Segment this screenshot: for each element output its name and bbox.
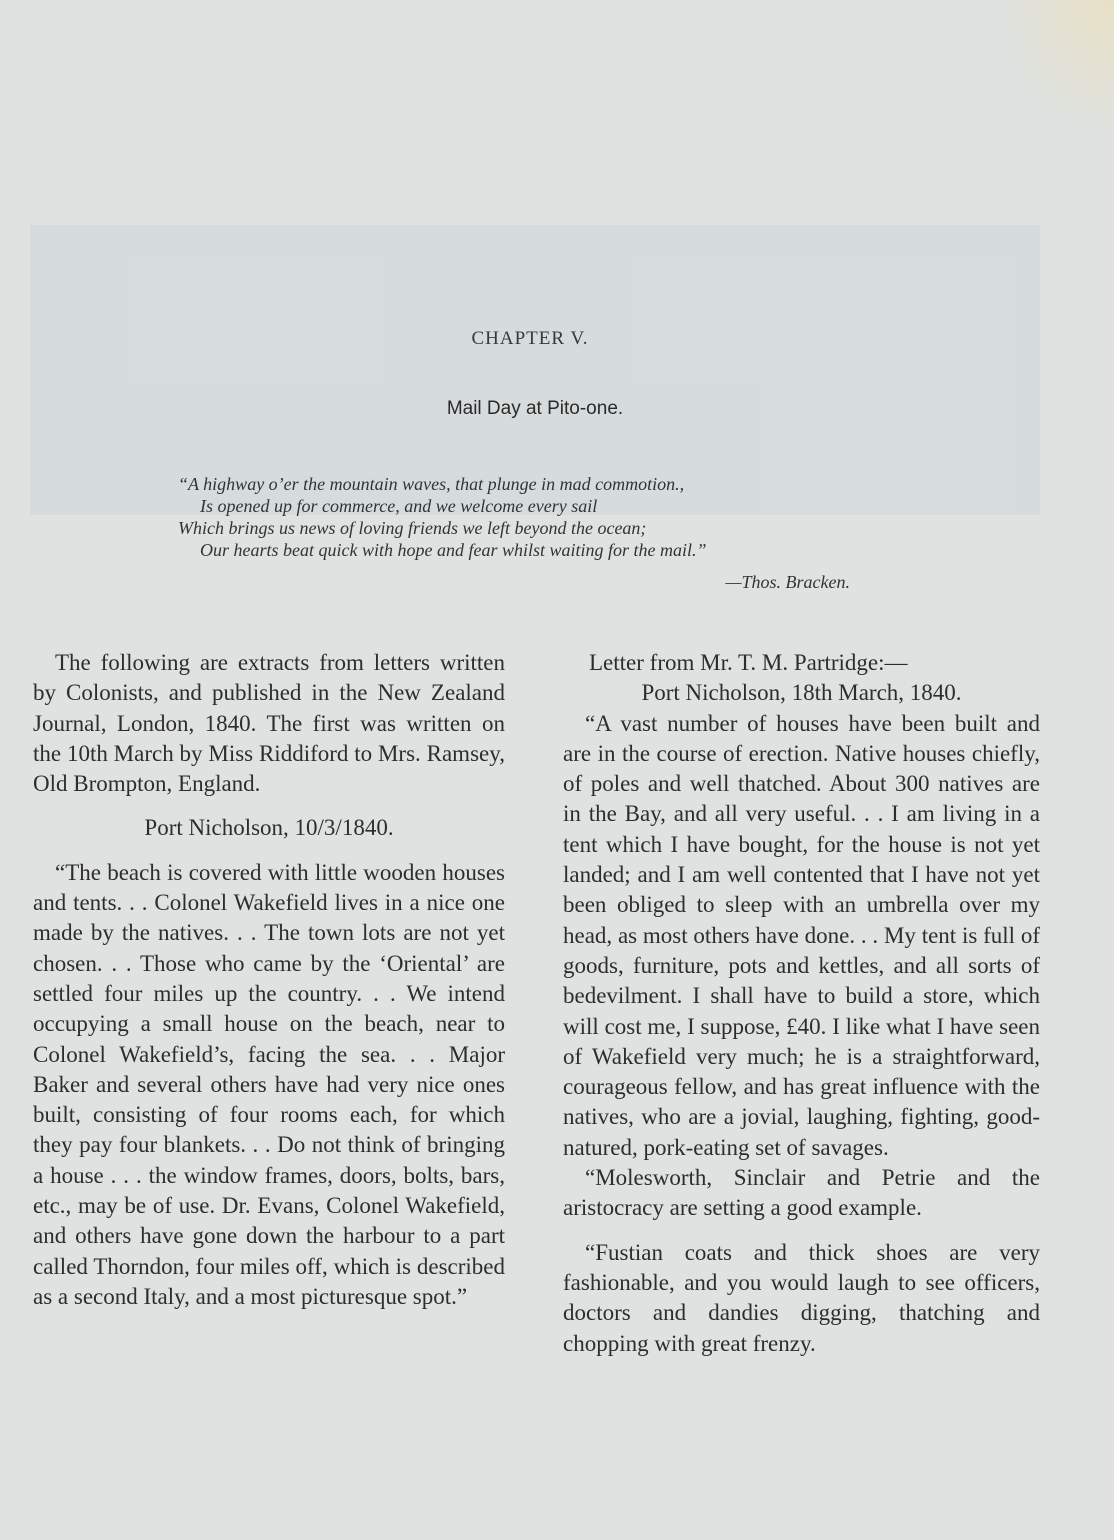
letter-paragraph: “Fustian coats and thick shoes are very fashionable, and you would laugh to see officers, doctors and dandies digging, thatching and chopping with great frenzy. [563,1239,1040,1356]
epigraph-line: “A highway o’er the mountain waves, that plunge in mad commotion., [178,474,685,494]
right-column [563,648,1040,1359]
letter-paragraph: “Molesworth, Sinclair and Petrie and the aristocracy are setting a good example. [563,1165,1040,1221]
intro-paragraph: The following are extracts from letters written by Colonists, and published in the New Zealand Journal, London, 1840. The first was written on the 10th March by Miss Riddiford to Mrs. Ramsey, Old Brompton, England. [33,650,505,797]
chapter-heading: CHAPTER V. [471,328,589,349]
epigraph-line: Is opened up for commerce, and we welcome every sail [200,496,598,516]
paper-stain [994,0,1114,140]
epigraph-attribution: —Thos. Bracken. [725,572,850,592]
page-background-shade [30,225,1040,515]
epigraph [178,473,878,561]
letter-body: “The beach is covered with little wooden houses and tents. . . Colonel Wakefield lives in a nice one made by the natives. . . The town lots are not yet chosen. . . Those who came by the ‘Oriental’ are settled four miles up the country. . . We intend occupying a small house on the beach, near to Colonel Wakefield’s, facing the sea. . . Major Baker and several others have had very nice ones built, consisting of four rooms each, for which they pay four blankets. . . Do not think of bringing a house . . . the window frames, doors, bolts, bars, etc., may be of use. Dr. Evans, Colonel Wakefield, and others have gone down the harbour to a part called Thorndon, four miles off, which is described as a second Italy, and a most picturesque spot.” [33,859,505,1309]
epigraph-line: Which brings us news of loving friends we left beyond the ocean; [178,518,647,538]
chapter-title: Mail Day at Pito-one. [446,398,624,419]
left-column [33,648,505,1312]
letter-header: Letter from Mr. T. M. Partridge:— [589,650,908,675]
epigraph-line: Our hearts beat quick with hope and fear whilst waiting for the mail.” [200,540,707,560]
letter-dateline: Port Nicholson, 18th March, 1840. [641,680,962,706]
letter-dateline: Port Nicholson, 10/3/1840. [144,815,394,841]
letter-paragraph: “A vast number of houses have been built and are in the course of erection. Native houses chiefly, of poles and well thatched. About 300 natives are in the Bay, and all very useful. . . I am living in a tent which I have bought, for the house is not yet landed; and I am well contented that I have not yet been obliged to sleep with an umbrella over my head, as most others have done. . . My tent is full of goods, furniture, pots and kettles, and all sorts of bedevilment. I shall have to build a store, which will cost me, I suppose, £40. I like what I have seen of Wakefield very much; he is a straightforward, courageous fellow, and has great influence with the natives, who are a jovial, laughing, fighting, good-natured, pork-eating set of savages. [563,710,1040,1160]
